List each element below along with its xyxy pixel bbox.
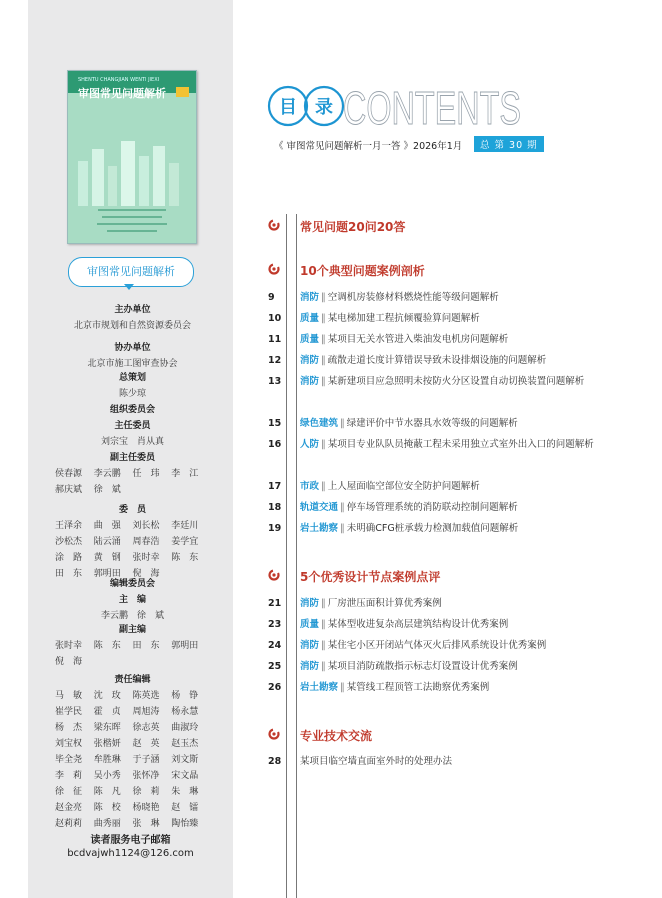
editorial-heading: 组织委员会 bbox=[109, 405, 155, 415]
section-title[interactable]: 专业技术交流 bbox=[300, 729, 373, 743]
editorial-name: 沈 玫 bbox=[93, 691, 121, 701]
entry-category: 岩土勘察 bbox=[300, 682, 339, 693]
logo-cn-lu: 录 bbox=[315, 97, 333, 118]
entry-text bbox=[300, 329, 605, 350]
editorial-name: 杨晓艳 bbox=[132, 803, 160, 813]
cover-text-line bbox=[98, 209, 166, 211]
editorial-name: 陈 东 bbox=[171, 553, 199, 563]
category-separator: ‖ bbox=[321, 598, 326, 609]
editorial-group bbox=[55, 576, 210, 592]
section-title[interactable]: 5个优秀设计节点案例点评 bbox=[300, 570, 441, 584]
editorial-name: 陆云涌 bbox=[93, 537, 121, 547]
entry-title: 某项目临空墙直面室外时的处理办法 bbox=[300, 756, 453, 767]
entry-title: 某项目专业队队员掩蔽工程未采用独立式室外出入口的问题解析 bbox=[327, 439, 594, 450]
section-bullet-icon bbox=[268, 728, 280, 740]
editorial-name: 曲淑玲 bbox=[171, 723, 199, 733]
editorial-name: 张时幸 bbox=[55, 641, 83, 651]
editorial-name: 赵 镭 bbox=[171, 803, 199, 813]
editorial-name: 崔学民 bbox=[55, 707, 83, 717]
page-number: 11 bbox=[268, 334, 282, 345]
entry-text bbox=[300, 614, 605, 635]
issue-subtitle: 《 审图常见问题解析一月一答 》2026年1月 bbox=[274, 141, 463, 152]
editorial-name: 王泽余 bbox=[55, 521, 83, 531]
entry-category: 市政 bbox=[300, 481, 320, 492]
editorial-name: 赵莉莉 bbox=[55, 819, 83, 829]
editorial-group bbox=[55, 302, 210, 334]
page-number: 28 bbox=[268, 756, 282, 767]
cover-title: 审图常见问题解析 bbox=[78, 87, 166, 100]
cover-text-line bbox=[97, 223, 167, 225]
editorial-name: 霍 贞 bbox=[93, 707, 121, 717]
issue-number-badge: 总 第 30 期 bbox=[474, 136, 544, 152]
editorial-name: 徐 斌 bbox=[93, 485, 121, 495]
entry-title: 空调机房装修材料燃烧性能等级问题解析 bbox=[327, 292, 499, 303]
cover-badge bbox=[176, 87, 189, 97]
editorial-name: 陈 东 bbox=[93, 641, 121, 651]
editorial-name: 周旭涛 bbox=[132, 707, 160, 717]
editorial-name: 赵金亮 bbox=[55, 803, 83, 813]
entry-text bbox=[300, 476, 605, 497]
editorial-name: 徐 莉 bbox=[132, 787, 160, 797]
category-separator: ‖ bbox=[321, 313, 326, 324]
editorial-name: 李 江 bbox=[171, 469, 199, 479]
editorial-name: 毕全尧 bbox=[55, 755, 83, 765]
editorial-name: 赵玉杰 bbox=[171, 739, 199, 749]
editorial-line: 北京市规划和自然资源委员会 bbox=[73, 321, 191, 331]
editorial-group bbox=[55, 402, 210, 418]
category-separator: ‖ bbox=[321, 355, 326, 366]
entry-category: 消防 bbox=[300, 598, 320, 609]
editorial-name: 赵 英 bbox=[132, 739, 160, 749]
entry-text bbox=[300, 308, 605, 329]
editorial-name: 张时幸 bbox=[132, 553, 160, 563]
page-number: 18 bbox=[268, 502, 282, 513]
editorial-group bbox=[55, 672, 210, 832]
cover-text-line bbox=[102, 216, 162, 218]
entry-category: 质量 bbox=[300, 334, 320, 345]
editorial-name: 宋文晶 bbox=[171, 771, 199, 781]
entry-title: 未明确CFG桩承载力检测加载值问题解析 bbox=[346, 523, 519, 534]
editorial-group bbox=[55, 418, 210, 450]
entry-title: 上人屋面临空部位安全防护问题解析 bbox=[327, 481, 480, 492]
editorial-group bbox=[55, 370, 210, 402]
editorial-name: 郭明田 bbox=[171, 641, 199, 651]
entry-text bbox=[300, 656, 605, 677]
entry-category: 消防 bbox=[300, 355, 320, 366]
editorial-name: 陈英选 bbox=[132, 691, 160, 701]
entry-title: 某项目无关水管进入柴油发电机房问题解析 bbox=[327, 334, 509, 345]
logo-en-text: CONTENTS bbox=[343, 82, 521, 134]
section-title[interactable]: 10个典型问题案例剖析 bbox=[300, 264, 425, 278]
editorial-name: 杨 杰 bbox=[55, 723, 83, 733]
category-separator: ‖ bbox=[340, 682, 345, 693]
entry-title: 某电梯加建工程抗倾覆验算问题解析 bbox=[327, 313, 480, 324]
entry-title: 疏散走道长度计算错误导致未设排烟设施的问题解析 bbox=[327, 355, 547, 366]
section-bullet-icon bbox=[268, 569, 280, 581]
editorial-name: 陈 校 bbox=[93, 803, 121, 813]
editorial-name: 沙松杰 bbox=[55, 537, 83, 547]
editorial-name: 吴小秀 bbox=[93, 771, 121, 781]
category-separator: ‖ bbox=[321, 640, 326, 651]
editorial-name: 张怀净 bbox=[132, 771, 160, 781]
editorial-name: 倪 海 bbox=[132, 569, 160, 579]
entry-title: 某管线工程顶管工法勘察优秀案例 bbox=[346, 682, 490, 693]
editorial-name: 刘长松 bbox=[132, 521, 160, 531]
entry-category: 岩土勘察 bbox=[300, 523, 339, 534]
reader-email[interactable]: bcdvajwh1124@126.com bbox=[67, 848, 194, 859]
entry-title: 某体型收进复杂高层建筑结构设计优秀案例 bbox=[327, 619, 509, 630]
entry-text bbox=[300, 635, 605, 656]
editorial-name: 朱 琳 bbox=[171, 787, 199, 797]
editorial-line: 刘宗宝 肖从真 bbox=[100, 437, 164, 447]
entry-text bbox=[300, 287, 605, 308]
section-bullet-icon bbox=[268, 263, 280, 275]
editorial-name: 刘文斯 bbox=[171, 755, 199, 765]
contents-logo bbox=[268, 82, 528, 134]
editorial-group bbox=[55, 592, 210, 624]
editorial-name: 梁东晖 bbox=[93, 723, 121, 733]
editorial-group bbox=[55, 340, 210, 372]
editorial-name: 刘宝权 bbox=[55, 739, 83, 749]
journal-name-badge: 审图常见问题解析 bbox=[68, 257, 194, 287]
editorial-name: 曲 强 bbox=[93, 521, 121, 531]
editorial-heading: 主任委员 bbox=[114, 421, 151, 431]
entry-category: 消防 bbox=[300, 292, 320, 303]
category-separator: ‖ bbox=[321, 439, 326, 450]
editorial-name: 马 敏 bbox=[55, 691, 83, 701]
cover-small-text: SHENTU CHANGJIAN WENTI JIEXI bbox=[78, 77, 160, 83]
editorial-name: 郭明田 bbox=[93, 569, 121, 579]
entry-text bbox=[300, 518, 605, 539]
editorial-name: 周春浩 bbox=[132, 537, 160, 547]
page-number: 10 bbox=[268, 313, 282, 324]
editorial-group bbox=[55, 450, 210, 498]
entry-text bbox=[300, 413, 605, 434]
editorial-name: 徐 征 bbox=[55, 787, 83, 797]
editorial-name: 徐志英 bbox=[132, 723, 160, 733]
page-number: 15 bbox=[268, 418, 282, 429]
editorial-name: 姜学宜 bbox=[171, 537, 199, 547]
entry-text bbox=[300, 677, 605, 698]
editorial-group bbox=[55, 622, 210, 670]
editorial-heading: 副主编 bbox=[118, 625, 146, 635]
editorial-name: 曲秀丽 bbox=[93, 819, 121, 829]
entry-category: 质量 bbox=[300, 619, 320, 630]
entry-title: 某新建项目应急照明未按防火分区设置自动切换装置问题解析 bbox=[327, 376, 585, 387]
category-separator: ‖ bbox=[321, 619, 326, 630]
page-number: 12 bbox=[268, 355, 282, 366]
entry-text bbox=[300, 593, 605, 614]
editorial-heading: 委 员 bbox=[118, 505, 146, 515]
editorial-line: 陈少琼 bbox=[118, 389, 146, 399]
editorial-name: 杨 铮 bbox=[171, 691, 199, 701]
editorial-name: 李 莉 bbox=[55, 771, 83, 781]
entry-category: 消防 bbox=[300, 640, 320, 651]
cover-city-illustration bbox=[68, 141, 196, 211]
editorial-name: 杨永慧 bbox=[171, 707, 199, 717]
category-separator: ‖ bbox=[321, 334, 326, 345]
editorial-name: 任 玮 bbox=[132, 469, 160, 479]
category-separator: ‖ bbox=[340, 418, 345, 429]
page-number: 26 bbox=[268, 682, 282, 693]
category-separator: ‖ bbox=[340, 523, 345, 534]
page-number: 24 bbox=[268, 640, 282, 651]
editorial-name: 倪 海 bbox=[55, 657, 83, 667]
entry-title: 某住宅小区开闭站气体灭火后排风系统设计优秀案例 bbox=[327, 640, 547, 651]
editorial-name: 田 东 bbox=[55, 569, 83, 579]
cover-image bbox=[67, 70, 197, 244]
divider-line-2 bbox=[296, 214, 297, 898]
editorial-name: 牟胜琳 bbox=[93, 755, 121, 765]
section-bullet-icon bbox=[268, 219, 280, 231]
entry-category: 绿色建筑 bbox=[300, 418, 339, 429]
editorial-name: 李廷川 bbox=[171, 521, 199, 531]
entry-category: 轨道交通 bbox=[300, 502, 339, 513]
entry-category: 人防 bbox=[300, 439, 320, 450]
page-number: 16 bbox=[268, 439, 282, 450]
entry-text bbox=[300, 434, 605, 455]
entry-title: 停车场管理系统的消防联动控制问题解析 bbox=[346, 502, 518, 513]
journal-name-pointer bbox=[124, 284, 134, 290]
page-number: 9 bbox=[268, 292, 275, 303]
editorial-name: 张楷妍 bbox=[93, 739, 121, 749]
editorial-heading: 责任编辑 bbox=[114, 675, 151, 685]
editorial-name: 侯春源 bbox=[55, 469, 83, 479]
cover-text-line bbox=[107, 230, 157, 232]
editorial-name: 陶怡臻 bbox=[171, 819, 199, 829]
editorial-name: 张 琳 bbox=[132, 819, 160, 829]
entry-text bbox=[300, 350, 605, 371]
editorial-group bbox=[55, 502, 210, 582]
editorial-name: 郝庆斌 bbox=[55, 485, 83, 495]
entry-text bbox=[300, 497, 605, 518]
editorial-name: 黄 钢 bbox=[93, 553, 121, 563]
logo-cn-mu: 目 bbox=[279, 97, 297, 118]
editorial-heading: 主 编 bbox=[118, 595, 146, 605]
category-separator: ‖ bbox=[340, 502, 345, 513]
email-heading: 读者服务电子邮箱 bbox=[90, 835, 171, 846]
editorial-heading: 主办单位 bbox=[114, 305, 151, 315]
page-number: 23 bbox=[268, 619, 282, 630]
editorial-line: 李云鹏 徐 斌 bbox=[100, 611, 164, 621]
category-separator: ‖ bbox=[321, 661, 326, 672]
page-number: 21 bbox=[268, 598, 282, 609]
category-separator: ‖ bbox=[321, 376, 326, 387]
entry-title: 厂房泄压面积计算优秀案例 bbox=[327, 598, 442, 609]
page-number: 17 bbox=[268, 481, 282, 492]
entry-text bbox=[300, 371, 605, 392]
editorial-heading: 协办单位 bbox=[114, 343, 151, 353]
category-separator: ‖ bbox=[321, 292, 326, 303]
page-number: 25 bbox=[268, 661, 282, 672]
editorial-name: 于子涵 bbox=[132, 755, 160, 765]
page-number: 19 bbox=[268, 523, 282, 534]
category-separator: ‖ bbox=[321, 481, 326, 492]
editorial-heading: 总策划 bbox=[118, 373, 146, 383]
entry-title: 绿建评价中节水器具水效等级的问题解析 bbox=[346, 418, 518, 429]
entry-title: 某项目消防疏散指示标志灯设置设计优秀案例 bbox=[327, 661, 518, 672]
entry-category: 消防 bbox=[300, 376, 320, 387]
editorial-name: 李云鹏 bbox=[93, 469, 121, 479]
editorial-heading: 副主任委员 bbox=[109, 453, 155, 463]
editorial-heading: 编辑委员会 bbox=[109, 579, 155, 589]
editorial-name: 陈 凡 bbox=[93, 787, 121, 797]
page-number: 13 bbox=[268, 376, 282, 387]
entry-category: 质量 bbox=[300, 313, 320, 324]
editorial-name: 涂 路 bbox=[55, 553, 83, 563]
editorial-name: 田 东 bbox=[132, 641, 160, 651]
entry-category: 消防 bbox=[300, 661, 320, 672]
entry-text bbox=[300, 751, 605, 772]
section-title[interactable]: 常见问题20问20答 bbox=[300, 220, 406, 234]
editorial-line: 北京市施工图审查协会 bbox=[87, 359, 178, 369]
